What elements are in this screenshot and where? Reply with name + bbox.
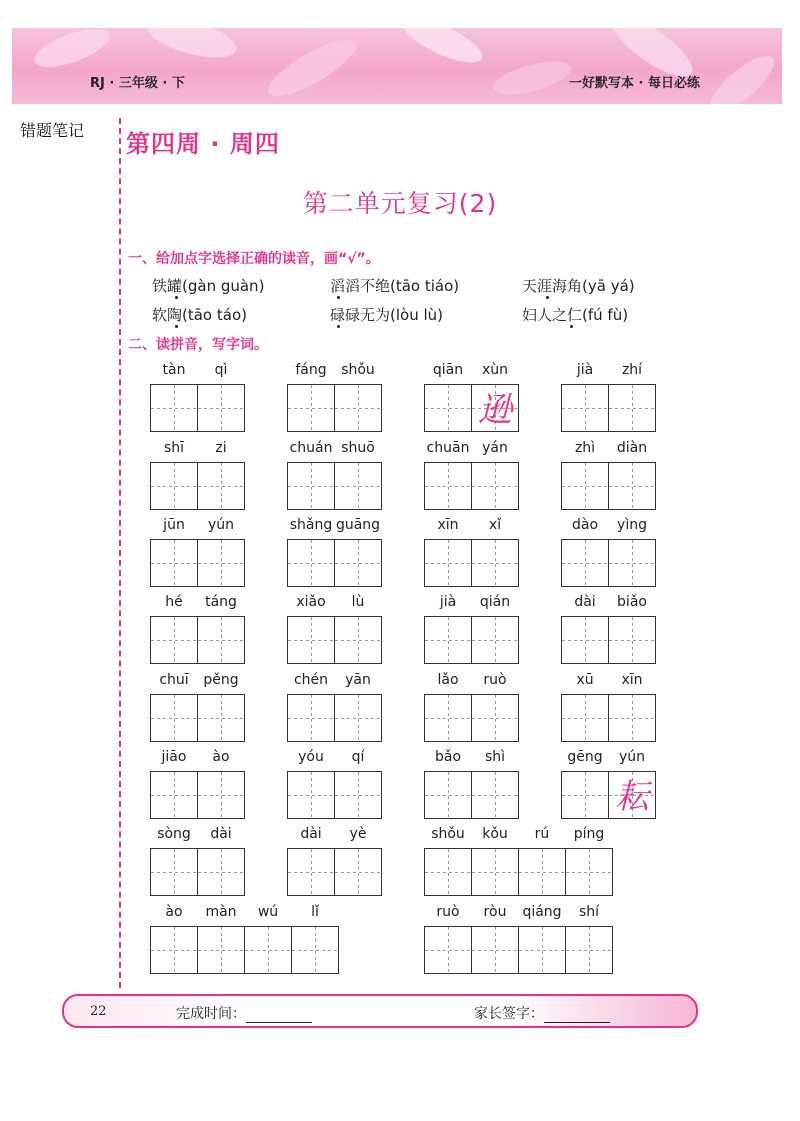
writing-cell[interactable] [424,384,472,432]
pinyin-syllable: chuī [159,672,189,688]
pinyin-syllable: hé [165,594,183,610]
q1-item: 滔滔不绝(tāo tiáo) [330,277,460,295]
pinyin-syllable: shuō [341,440,375,456]
tianzige-boxes [150,384,245,432]
pinyin-syllable: dài [210,826,232,842]
writing-cell[interactable] [471,616,519,664]
tianzige-boxes [287,384,382,432]
tianzige-boxes [424,384,519,432]
petal-decoration [12,28,782,104]
pinyin-syllable: ròu [483,904,507,920]
tianzige-boxes [287,616,382,664]
pinyin-syllable: chuān [426,440,470,456]
pinyin-syllable: màn [205,904,237,920]
pinyin-syllable: xīn [437,517,459,533]
writing-cell[interactable] [561,694,609,742]
pinyin-syllable: shǒu [431,826,465,842]
writing-cell[interactable] [197,771,245,819]
writing-cell[interactable] [565,848,613,896]
mistake-notes-label: 错题笔记 [20,121,85,140]
writing-cell[interactable] [150,462,198,510]
writing-cell[interactable] [197,926,245,974]
writing-cell[interactable] [150,848,198,896]
pinyin-syllable: shǒu [341,362,375,378]
writing-cell[interactable] [150,539,198,587]
writing-cell[interactable] [471,694,519,742]
q1-item: 天涯海角(yā yá) [522,277,635,295]
writing-cell[interactable] [291,926,339,974]
pinyin-syllable: zhì [574,440,596,456]
pinyin-syllable: xùn [481,362,509,378]
writing-cell[interactable] [561,771,609,819]
pinyin-syllable: xīn [621,672,643,688]
pinyin-syllable: xū [576,672,594,688]
writing-cell[interactable] [608,462,656,510]
writing-cell[interactable] [150,926,198,974]
pinyin-syllable: yún [207,517,235,533]
q1-item: 软陶(tāo táo) [152,306,247,324]
pinyin-syllable: lù [351,594,365,610]
writing-cell[interactable] [150,616,198,664]
page-title: 第二单元复习(2) [302,189,498,218]
pinyin-syllable: rú [534,826,550,842]
writing-cell[interactable] [608,771,656,819]
tianzige-boxes [561,539,656,587]
pinyin-syllable: shì [484,749,506,765]
pinyin-syllable: yún [618,749,646,765]
pinyin-syllable: jià [576,362,594,378]
completion-time-label: 完成时间： [176,1006,246,1022]
writing-cell[interactable] [518,848,566,896]
writing-cell[interactable] [334,771,382,819]
parent-signature-field[interactable] [474,1003,610,1023]
pinyin-syllable: sòng [157,826,191,842]
pinyin-syllable: shī [163,440,185,456]
section2-heading: 二、读拼音，写字词。 [128,337,268,353]
writing-cell[interactable] [150,771,198,819]
writing-cell[interactable] [608,539,656,587]
writing-cell[interactable] [334,616,382,664]
series-label: 一好默写本 · 每日必练 [569,76,700,91]
emphasis-dot [175,325,178,328]
tianzige-boxes [287,539,382,587]
pinyin-syllable: zhí [621,362,643,378]
q1-item: 铁罐(gàn guàn) [152,277,265,295]
pinyin-syllable: shǎng [289,517,333,533]
tianzige-boxes [561,616,656,664]
writing-cell[interactable] [334,694,382,742]
pinyin-syllable: biǎo [617,594,647,610]
writing-cell[interactable] [287,848,335,896]
pinyin-syllable: yán [482,440,508,456]
pinyin-syllable: táng [205,594,237,610]
tianzige-boxes [424,771,519,819]
handwritten-char: 耘 [615,777,649,817]
writing-cell[interactable] [334,848,382,896]
tianzige-boxes [424,462,519,510]
tianzige-boxes [561,384,656,432]
writing-cell[interactable] [471,384,519,432]
footer-bar [62,994,698,1028]
pinyin-syllable: zi [215,440,227,456]
handwritten-char: 逊 [478,390,512,430]
writing-cell[interactable] [424,771,472,819]
pinyin-syllable: qiān [432,362,464,378]
pinyin-syllable: shí [578,904,600,920]
writing-cell[interactable] [518,926,566,974]
tianzige-boxes [561,771,656,819]
writing-cell[interactable] [608,384,656,432]
writing-cell[interactable] [424,848,472,896]
header-banner [12,28,782,104]
parent-signature-label: 家长签字： [474,1006,544,1022]
writing-cell[interactable] [287,384,335,432]
writing-cell[interactable] [197,539,245,587]
parent-signature-blank[interactable] [544,1008,610,1023]
writing-cell[interactable] [561,462,609,510]
writing-cell[interactable] [471,462,519,510]
writing-cell[interactable] [424,694,472,742]
pinyin-syllable: yóu [298,749,324,765]
q1-item: 碌碌无为(lòu lù) [330,306,443,324]
writing-cell[interactable] [287,771,335,819]
pinyin-syllable: lǐ [311,904,319,920]
tianzige-boxes [150,926,339,974]
tianzige-boxes [287,694,382,742]
writing-cell[interactable] [287,462,335,510]
emphasis-dot [337,296,340,299]
writing-cell[interactable] [287,616,335,664]
writing-cell[interactable] [287,694,335,742]
tianzige-boxes [150,848,245,896]
writing-cell[interactable] [471,848,519,896]
tianzige-boxes [424,616,519,664]
pinyin-syllable: ruò [483,672,507,688]
pinyin-syllable: lǎo [437,672,459,688]
pinyin-syllable: chén [293,672,329,688]
writing-cell[interactable] [334,462,382,510]
writing-cell[interactable] [287,539,335,587]
pinyin-syllable: ruò [436,904,460,920]
writing-cell[interactable] [608,694,656,742]
completion-time-blank[interactable] [246,1008,312,1023]
tianzige-boxes [287,462,382,510]
pinyin-syllable: ào [212,749,230,765]
writing-cell[interactable] [561,384,609,432]
pinyin-syllable: kǒu [482,826,508,842]
emphasis-dot [570,325,573,328]
page-number: 22 [90,1004,107,1019]
tianzige-boxes [287,771,382,819]
pinyin-syllable: tàn [162,362,186,378]
pinyin-syllable: ào [165,904,183,920]
pinyin-syllable: qián [479,594,511,610]
tianzige-boxes [424,539,519,587]
grade-label: RJ · 三年级 · 下 [90,76,185,91]
pinyin-syllable: jià [439,594,457,610]
pinyin-syllable: wú [257,904,279,920]
pinyin-syllable: bǎo [434,749,462,765]
tianzige-boxes [150,539,245,587]
writing-cell[interactable] [150,384,198,432]
pinyin-syllable: pěng [203,672,239,688]
writing-cell[interactable] [197,462,245,510]
q1-item: 妇人之仁(fú fù) [522,306,629,324]
tianzige-boxes [150,616,245,664]
pinyin-syllable: yān [345,672,371,688]
pinyin-syllable: qì [214,362,228,378]
writing-cell[interactable] [424,616,472,664]
writing-cell[interactable] [424,462,472,510]
pinyin-syllable: dào [571,517,599,533]
completion-time-field[interactable] [176,1003,312,1023]
writing-cell[interactable] [197,384,245,432]
pinyin-syllable: diàn [616,440,648,456]
pinyin-syllable: fáng [295,362,327,378]
pinyin-syllable: jiāo [161,749,187,765]
tianzige-boxes [424,694,519,742]
pinyin-syllable: dài [574,594,596,610]
writing-cell[interactable] [471,926,519,974]
pinyin-syllable: gēng [567,749,603,765]
tianzige-boxes [561,694,656,742]
writing-cell[interactable] [565,926,613,974]
tianzige-boxes [150,462,245,510]
writing-cell[interactable] [561,539,609,587]
writing-cell[interactable] [561,616,609,664]
emphasis-dot [175,296,178,299]
tianzige-boxes [424,926,613,974]
writing-cell[interactable] [608,616,656,664]
writing-cell[interactable] [471,771,519,819]
pinyin-syllable: píng [573,826,605,842]
emphasis-dot [337,325,340,328]
tianzige-boxes [150,771,245,819]
pinyin-syllable: xiǎo [296,594,326,610]
writing-cell[interactable] [150,694,198,742]
tianzige-boxes [287,848,382,896]
writing-cell[interactable] [424,539,472,587]
writing-cell[interactable] [244,926,292,974]
pinyin-syllable: jūn [163,517,185,533]
pinyin-syllable: chuán [289,440,333,456]
emphasis-dot [546,296,549,299]
writing-cell[interactable] [424,926,472,974]
writing-cell[interactable] [334,384,382,432]
writing-cell[interactable] [334,539,382,587]
writing-cell[interactable] [197,616,245,664]
pinyin-syllable: yìng [617,517,647,533]
writing-cell[interactable] [471,539,519,587]
writing-cell[interactable] [197,694,245,742]
margin-divider [119,118,121,988]
pinyin-syllable: guāng [335,517,381,533]
pinyin-syllable: dài [300,826,322,842]
pinyin-syllable: yè [349,826,367,842]
section1-heading: 一、给加点字选择正确的读音，画“√”。 [128,251,380,267]
day-title: 第四周 · 周四 [126,130,280,158]
tianzige-boxes [561,462,656,510]
pinyin-syllable: qiáng [522,904,562,920]
pinyin-syllable: xǐ [488,517,502,533]
tianzige-boxes [424,848,613,896]
pinyin-syllable: qí [351,749,365,765]
tianzige-boxes [150,694,245,742]
writing-cell[interactable] [197,848,245,896]
